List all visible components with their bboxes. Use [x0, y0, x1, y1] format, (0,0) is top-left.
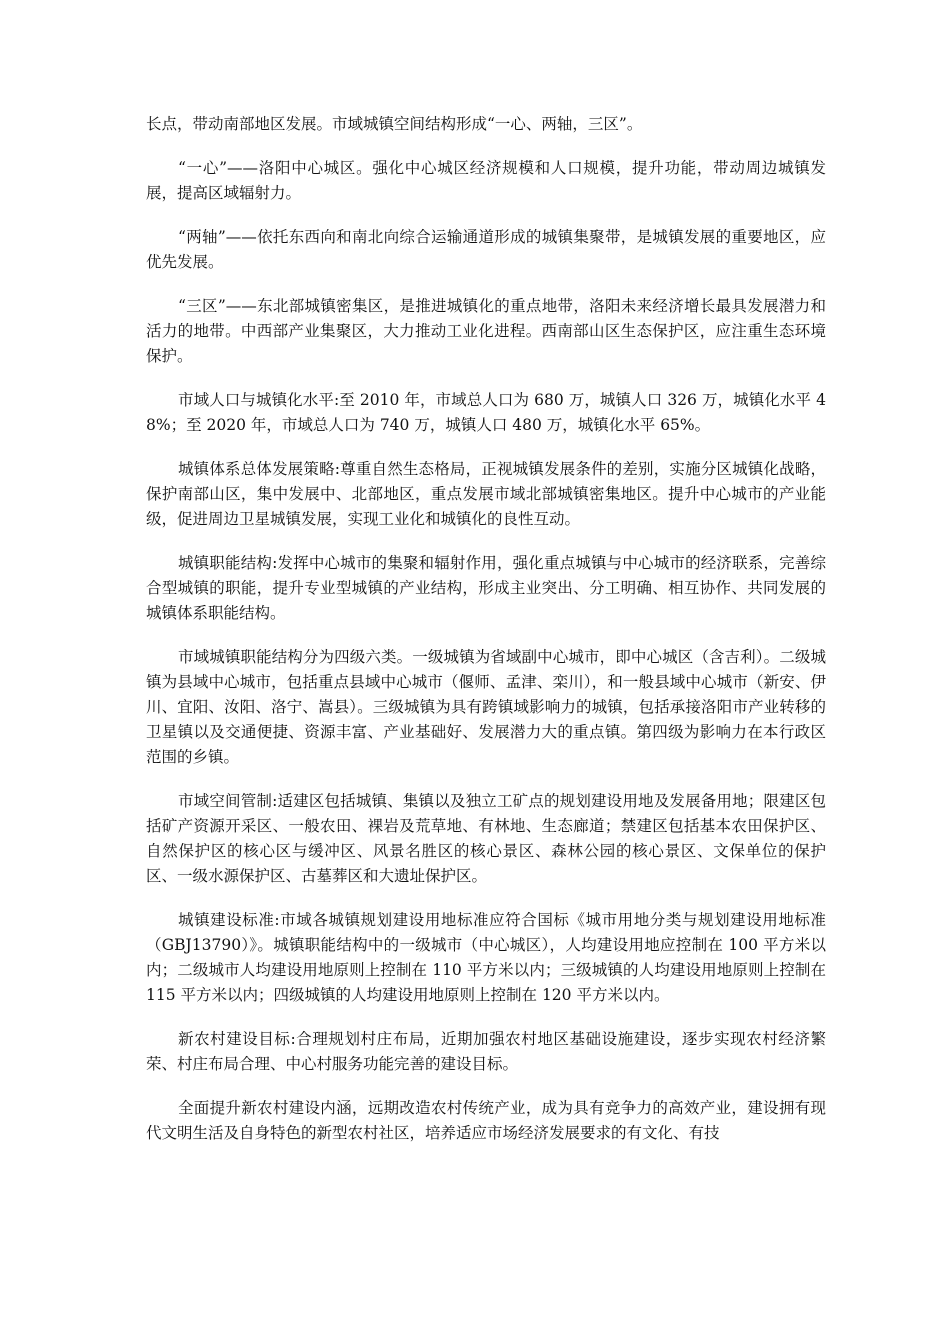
paragraph-spatial-control: 市域空间管制:适建区包括城镇、集镇以及独立工矿点的规划建设用地及发展备用地；限建区包括矿产资源开采区、一般农田、裸岩及荒草地、有林地、生态廊道；禁建区包括基本农田保护区、自然保护区的核心区与缓冲区、风景名胜区的核心景区、森林公园的核心景区、文保单位的保护区、一级水源保护区、古墓葬区和大遗址保护区。	[146, 792, 826, 885]
paragraph-construction-standard: 城镇建设标准:市域各城镇规划建设用地标准应符合国标《城市用地分类与规划建设用地标准（GBJ13790）》。城镇职能结构中的一级城市（中心城区），人均建设用地应控制在 100 平方米以内；二级城市人均建设用地原则上控制在 110 平方米以内；三级城镇的人均建设用地原则上控制在 115 平方米以内；四级城镇的人均建设用地原则上控制在 120 平方米以内。	[146, 911, 826, 1004]
paragraph-one-center: “一心”——洛阳中心城区。强化中心城区经济规模和人口规模，提升功能，带动周边城镇发展，提高区域辐射力。	[146, 159, 826, 202]
paragraph-two-axes: “两轴”——依托东西向和南北向综合运输通道形成的城镇集聚带，是城镇发展的重要地区，应优先发展。	[146, 228, 826, 271]
paragraph-town-levels: 市域城镇职能结构分为四级六类。一级城镇为省域副中心城市，即中心城区（含吉利）。二级城镇为县域中心城市，包括重点县域中心城市（偃师、孟津、栾川），和一般县域中心城市（新安、伊川、宜阳、汝阳、洛宁、嵩县）。三级城镇为具有跨镇域影响力的城镇，包括承接洛阳市产业转移的卫星镇以及交通便捷、资源丰富、产业基础好、发展潜力大的重点镇。第四级为影响力在本行政区范围的乡镇。	[146, 648, 826, 766]
document-page	[146, 112, 826, 1165]
paragraph-continuation: 长点，带动南部地区发展。市域城镇空间结构形成“一心、两轴，三区”。	[146, 115, 643, 133]
paragraph-function-structure: 城镇职能结构:发挥中心城市的集聚和辐射作用，强化重点城镇与中心城市的经济联系，完善综合型城镇的职能，提升专业型城镇的产业结构，形成主业突出、分工明确、相互协作、共同发展的城镇体系职能结构。	[146, 554, 826, 622]
paragraph-rural-upgrade: 全面提升新农村建设内涵，远期改造农村传统产业，成为具有竞争力的高效产业，建设拥有现代文明生活及自身特色的新型农村社区，培养适应市场经济发展要求的有文化、有技	[146, 1099, 826, 1142]
paragraph-rural-goal: 新农村建设目标:合理规划村庄布局，近期加强农村地区基础设施建设，逐步实现农村经济繁荣、村庄布局合理、中心村服务功能完善的建设目标。	[146, 1030, 826, 1073]
paragraph-three-zones: “三区”——东北部城镇密集区，是推进城镇化的重点地带，洛阳未来经济增长最具发展潜力和活力的地带。中西部产业集聚区，大力推动工业化进程。西南部山区生态保护区，应注重生态环境保护。	[146, 297, 826, 365]
paragraph-strategy: 城镇体系总体发展策略:尊重自然生态格局，正视城镇发展条件的差别，实施分区城镇化战略，保护南部山区，集中发展中、北部地区，重点发展市域北部城镇密集地区。提升中心城市的产业能级，促进周边卫星城镇发展，实现工业化和城镇化的良性互动。	[146, 460, 826, 528]
paragraph-population: 市域人口与城镇化水平:至 2010 年，市域总人口为 680 万，城镇人口 326 万，城镇化水平 48%；至 2020 年，市域总人口为 740 万，城镇人口 480 万，城镇化水平 65%。	[146, 391, 826, 434]
